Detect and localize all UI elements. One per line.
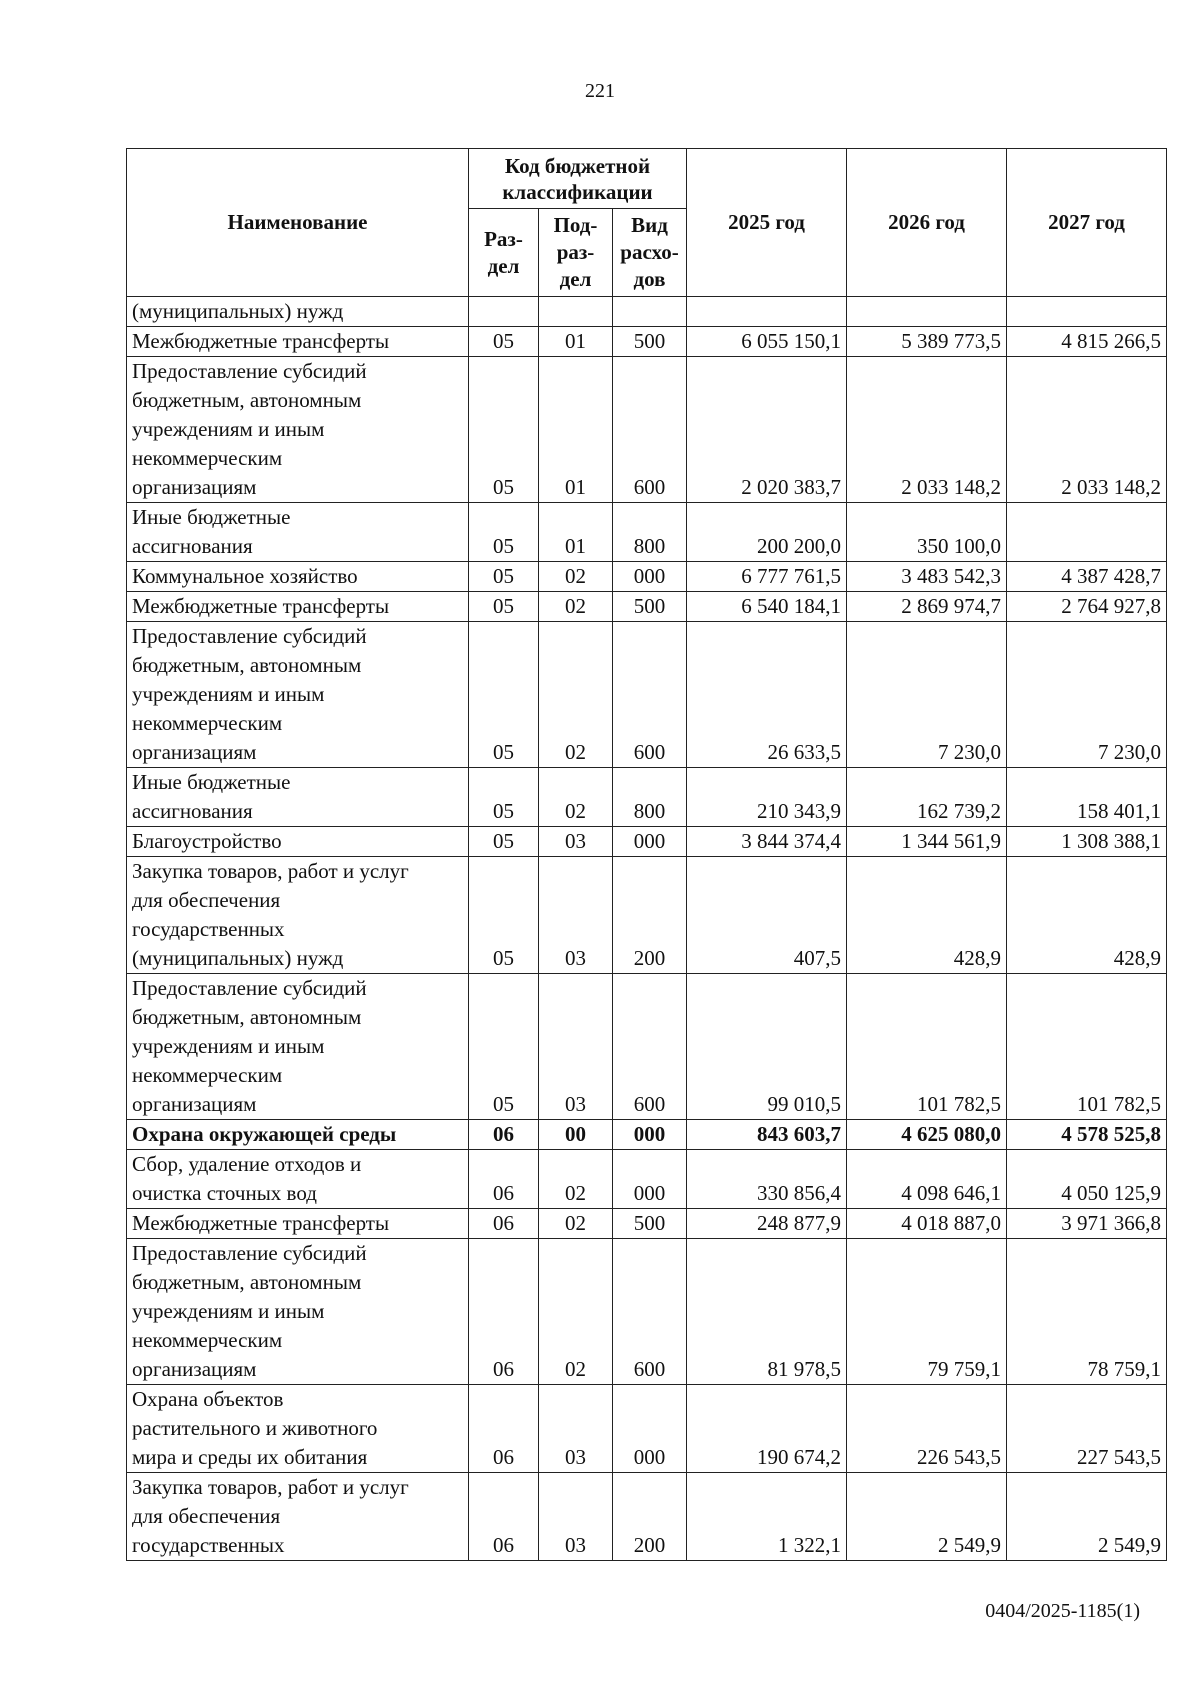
- row-name: Сбор, удаление отходов и очистка сточных вод: [127, 1150, 469, 1209]
- row-name: Закупка товаров, работ и услуг для обеспечения государственных: [127, 1473, 469, 1561]
- row-expense-type: 500: [613, 327, 687, 357]
- row-section: 05: [469, 562, 539, 592]
- row-value-2026: 7 230,0: [847, 622, 1007, 768]
- row-value-2025: 81 978,5: [687, 1239, 847, 1385]
- row-expense-type: 500: [613, 592, 687, 622]
- table-row: [127, 562, 1167, 592]
- row-value-2027: 1 308 388,1: [1007, 827, 1167, 857]
- row-value-2025: [687, 297, 847, 327]
- row-expense-type: 600: [613, 357, 687, 503]
- row-name: Предоставление субсидий бюджетным, автономным учреждениям и иным некоммерческим организациям: [127, 1239, 469, 1385]
- row-name: Иные бюджетные ассигнования: [127, 503, 469, 562]
- table-body: [127, 297, 1167, 1561]
- row-value-2027: 7 230,0: [1007, 622, 1167, 768]
- row-subsection: 01: [539, 327, 613, 357]
- row-subsection: 03: [539, 974, 613, 1120]
- row-value-2025: 26 633,5: [687, 622, 847, 768]
- row-expense-type: [613, 297, 687, 327]
- row-subsection: 03: [539, 827, 613, 857]
- row-subsection: 03: [539, 1473, 613, 1561]
- row-name: Охрана объектов растительного и животного мира и среды их обитания: [127, 1385, 469, 1473]
- row-section: 06: [469, 1385, 539, 1473]
- table-row: [127, 1150, 1167, 1209]
- row-name: Межбюджетные трансферты: [127, 1209, 469, 1239]
- header-year-2026: 2026 год: [847, 149, 1007, 297]
- row-name: Иные бюджетные ассигнования: [127, 768, 469, 827]
- row-value-2026: 162 739,2: [847, 768, 1007, 827]
- row-expense-type: 600: [613, 622, 687, 768]
- row-value-2025: 200 200,0: [687, 503, 847, 562]
- row-section: 05: [469, 327, 539, 357]
- row-section: 05: [469, 357, 539, 503]
- row-expense-type: 500: [613, 1209, 687, 1239]
- table-row: [127, 357, 1167, 503]
- row-value-2027: 3 971 366,8: [1007, 1209, 1167, 1239]
- row-subsection: 02: [539, 768, 613, 827]
- row-expense-type: 000: [613, 1150, 687, 1209]
- row-name: Закупка товаров, работ и услуг для обеспечения государственных (муниципальных) нужд: [127, 857, 469, 974]
- row-value-2027: [1007, 297, 1167, 327]
- table-row: [127, 327, 1167, 357]
- page-number: 221: [585, 80, 615, 102]
- row-value-2025: 248 877,9: [687, 1209, 847, 1239]
- row-name: Межбюджетные трансферты: [127, 592, 469, 622]
- row-value-2027: 4 815 266,5: [1007, 327, 1167, 357]
- row-expense-type: 000: [613, 827, 687, 857]
- table-row: [127, 768, 1167, 827]
- header-section: Раз- дел: [469, 209, 539, 297]
- row-section: 06: [469, 1120, 539, 1150]
- row-name: Коммунальное хозяйство: [127, 562, 469, 592]
- table-row: [127, 857, 1167, 974]
- row-section: [469, 297, 539, 327]
- row-subsection: 02: [539, 1209, 613, 1239]
- row-section: 05: [469, 857, 539, 974]
- row-expense-type: 000: [613, 1120, 687, 1150]
- row-name: Межбюджетные трансферты: [127, 327, 469, 357]
- row-value-2025: 190 674,2: [687, 1385, 847, 1473]
- table-row: [127, 1385, 1167, 1473]
- document-code: 0404/2025-1185(1): [985, 1600, 1140, 1622]
- table-header: [127, 149, 1167, 297]
- row-section: 06: [469, 1239, 539, 1385]
- table-row: [127, 1239, 1167, 1385]
- row-value-2025: 210 343,9: [687, 768, 847, 827]
- table-row: [127, 297, 1167, 327]
- row-value-2025: 6 055 150,1: [687, 327, 847, 357]
- row-value-2025: 6 540 184,1: [687, 592, 847, 622]
- header-code-group: Код бюджетной классификации: [469, 149, 687, 209]
- header-subsection: Под- раз- дел: [539, 209, 613, 297]
- row-section: 05: [469, 827, 539, 857]
- table-row: [127, 1473, 1167, 1561]
- table-row: [127, 1120, 1167, 1150]
- row-value-2027: 158 401,1: [1007, 768, 1167, 827]
- row-subsection: 00: [539, 1120, 613, 1150]
- row-value-2027: [1007, 503, 1167, 562]
- row-value-2025: 1 322,1: [687, 1473, 847, 1561]
- row-value-2027: 2 764 927,8: [1007, 592, 1167, 622]
- row-value-2026: 2 869 974,7: [847, 592, 1007, 622]
- table-row: [127, 503, 1167, 562]
- row-value-2027: 428,9: [1007, 857, 1167, 974]
- row-value-2026: 101 782,5: [847, 974, 1007, 1120]
- row-section: 05: [469, 768, 539, 827]
- row-value-2026: 4 625 080,0: [847, 1120, 1007, 1150]
- row-name: Предоставление субсидий бюджетным, автономным учреждениям и иным некоммерческим организациям: [127, 622, 469, 768]
- row-value-2025: 6 777 761,5: [687, 562, 847, 592]
- row-expense-type: 200: [613, 1473, 687, 1561]
- row-value-2027: 227 543,5: [1007, 1385, 1167, 1473]
- row-name: Охрана окружающей среды: [127, 1120, 469, 1150]
- row-name: Предоставление субсидий бюджетным, автономным учреждениям и иным некоммерческим организациям: [127, 357, 469, 503]
- row-subsection: [539, 297, 613, 327]
- row-value-2026: 3 483 542,3: [847, 562, 1007, 592]
- row-section: 05: [469, 622, 539, 768]
- row-expense-type: 200: [613, 857, 687, 974]
- row-subsection: 02: [539, 1239, 613, 1385]
- row-expense-type: 800: [613, 503, 687, 562]
- row-value-2026: 4 018 887,0: [847, 1209, 1007, 1239]
- row-value-2027: 2 033 148,2: [1007, 357, 1167, 503]
- row-value-2026: 2 549,9: [847, 1473, 1007, 1561]
- row-value-2025: 843 603,7: [687, 1120, 847, 1150]
- row-section: 05: [469, 503, 539, 562]
- row-subsection: 03: [539, 1385, 613, 1473]
- row-subsection: 01: [539, 357, 613, 503]
- row-subsection: 03: [539, 857, 613, 974]
- row-name: (муниципальных) нужд: [127, 297, 469, 327]
- row-expense-type: 600: [613, 1239, 687, 1385]
- header-name: Наименование: [127, 149, 469, 297]
- row-value-2026: 1 344 561,9: [847, 827, 1007, 857]
- table-row: [127, 1209, 1167, 1239]
- row-value-2025: 3 844 374,4: [687, 827, 847, 857]
- row-section: 06: [469, 1473, 539, 1561]
- row-section: 06: [469, 1209, 539, 1239]
- table-row: [127, 974, 1167, 1120]
- row-subsection: 02: [539, 592, 613, 622]
- row-name: Предоставление субсидий бюджетным, автономным учреждениям и иным некоммерческим организациям: [127, 974, 469, 1120]
- row-value-2027: 4 050 125,9: [1007, 1150, 1167, 1209]
- row-section: 06: [469, 1150, 539, 1209]
- row-value-2026: 5 389 773,5: [847, 327, 1007, 357]
- budget-table: [126, 148, 1167, 1561]
- row-value-2027: 101 782,5: [1007, 974, 1167, 1120]
- row-value-2026: 428,9: [847, 857, 1007, 974]
- header-expense-type: Вид расхо- дов: [613, 209, 687, 297]
- row-subsection: 01: [539, 503, 613, 562]
- header-year-2025: 2025 год: [687, 149, 847, 297]
- row-value-2027: 78 759,1: [1007, 1239, 1167, 1385]
- row-section: 05: [469, 974, 539, 1120]
- row-value-2026: 79 759,1: [847, 1239, 1007, 1385]
- row-expense-type: 800: [613, 768, 687, 827]
- row-section: 05: [469, 592, 539, 622]
- row-value-2026: 2 033 148,2: [847, 357, 1007, 503]
- table-row: [127, 592, 1167, 622]
- row-value-2025: 99 010,5: [687, 974, 847, 1120]
- row-value-2026: [847, 297, 1007, 327]
- row-subsection: 02: [539, 562, 613, 592]
- row-expense-type: 000: [613, 1385, 687, 1473]
- table-row: [127, 622, 1167, 768]
- row-value-2026: 4 098 646,1: [847, 1150, 1007, 1209]
- row-expense-type: 000: [613, 562, 687, 592]
- row-value-2025: 407,5: [687, 857, 847, 974]
- row-subsection: 02: [539, 1150, 613, 1209]
- row-value-2026: 350 100,0: [847, 503, 1007, 562]
- table-row: [127, 827, 1167, 857]
- header-year-2027: 2027 год: [1007, 149, 1167, 297]
- row-value-2025: 330 856,4: [687, 1150, 847, 1209]
- row-value-2027: 4 578 525,8: [1007, 1120, 1167, 1150]
- row-expense-type: 600: [613, 974, 687, 1120]
- row-name: Благоустройство: [127, 827, 469, 857]
- row-value-2026: 226 543,5: [847, 1385, 1007, 1473]
- row-value-2027: 4 387 428,7: [1007, 562, 1167, 592]
- row-value-2025: 2 020 383,7: [687, 357, 847, 503]
- row-value-2027: 2 549,9: [1007, 1473, 1167, 1561]
- row-subsection: 02: [539, 622, 613, 768]
